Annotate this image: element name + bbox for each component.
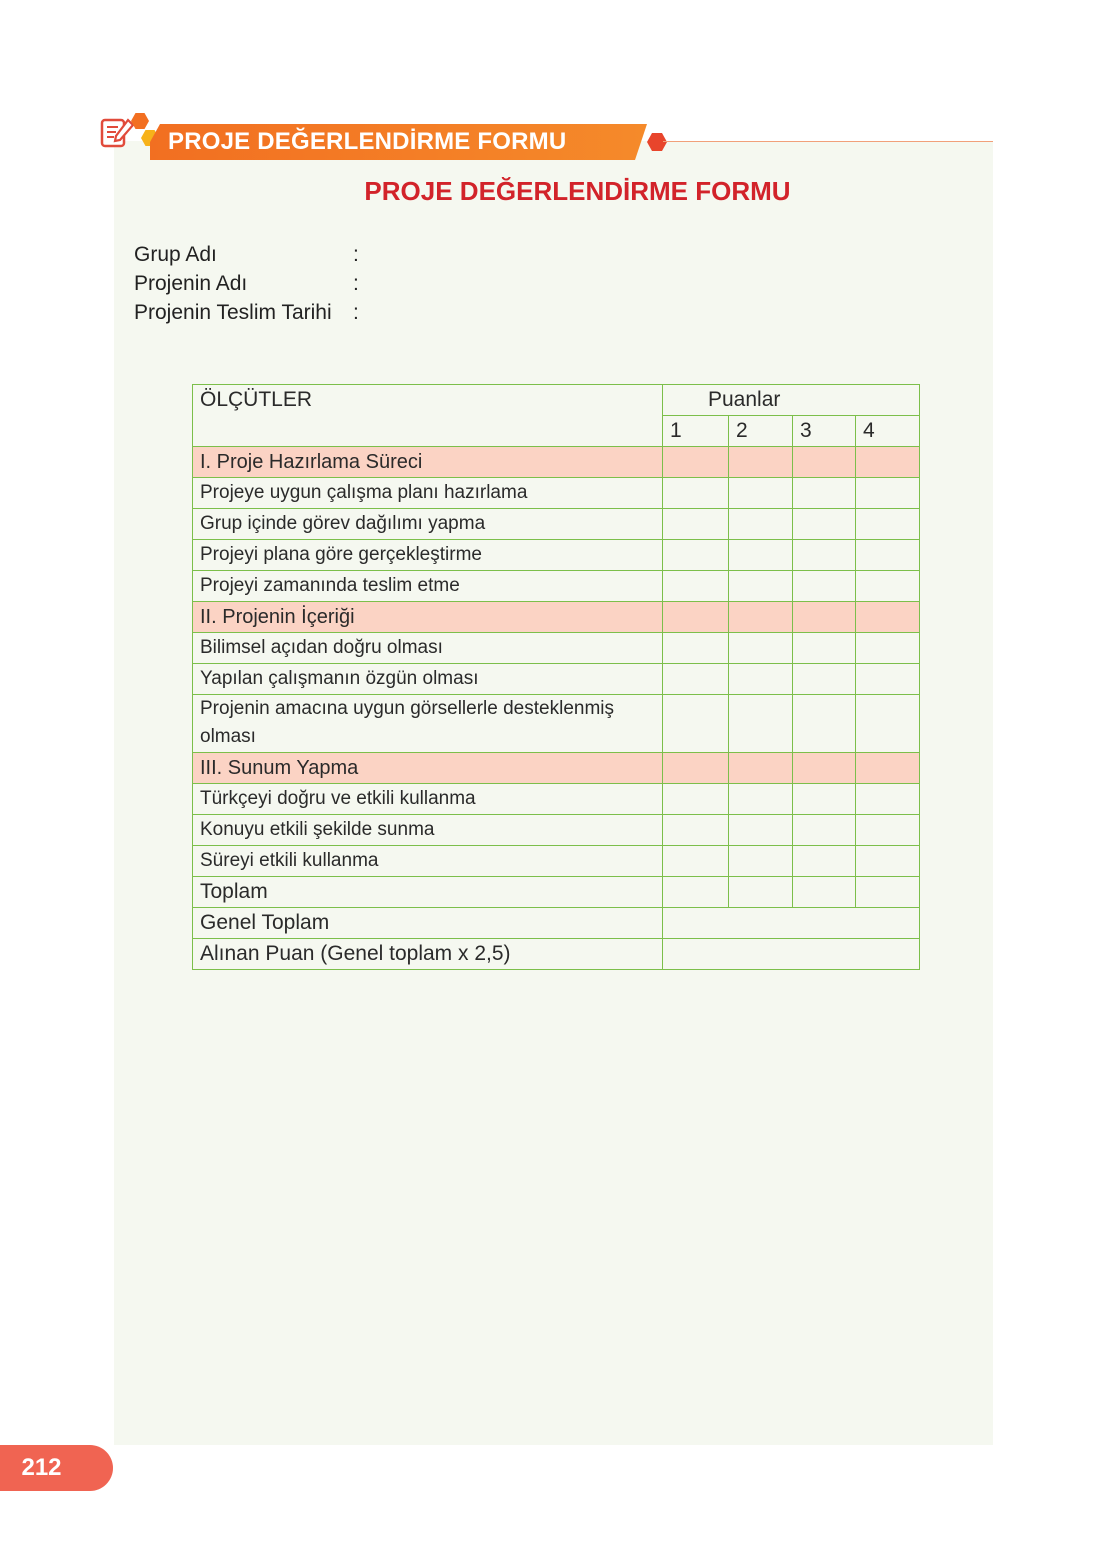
score-cell[interactable] [729, 695, 793, 753]
table-row [193, 571, 920, 602]
criterion-label: Süreyi etkili kullanma [193, 846, 663, 877]
score-cell[interactable] [663, 447, 729, 478]
scores-header: Puanlar [663, 385, 920, 416]
header-rule [663, 141, 993, 142]
score-cell[interactable] [856, 633, 920, 664]
score-cell[interactable] [856, 815, 920, 846]
score-cell[interactable] [729, 540, 793, 571]
table-row [193, 509, 920, 540]
grand-total-row [193, 908, 920, 939]
score-column-3: 3 [793, 416, 856, 447]
page-number: 212 [0, 1445, 113, 1491]
table-row [193, 478, 920, 509]
score-cell[interactable] [856, 509, 920, 540]
total-label: Toplam [193, 877, 663, 908]
grand-total-cell[interactable] [663, 908, 920, 939]
table-row [193, 664, 920, 695]
field-project-name [134, 269, 359, 298]
criterion-label: Projenin amacına uygun görsellerle desteklenmiş olması [193, 695, 663, 753]
score-cell[interactable] [729, 478, 793, 509]
score-cell[interactable] [856, 753, 920, 784]
table-row [193, 540, 920, 571]
score-cell[interactable] [793, 815, 856, 846]
score-cell[interactable] [663, 664, 729, 695]
form-edit-icon [98, 112, 138, 152]
score-cell[interactable] [663, 478, 729, 509]
score-received-cell[interactable] [663, 939, 920, 970]
score-cell[interactable] [856, 846, 920, 877]
criterion-label: Yapılan çalışmanın özgün olması [193, 664, 663, 695]
score-cell[interactable] [793, 753, 856, 784]
field-separator: : [353, 301, 359, 324]
criterion-label: Türkçeyi doğru ve etkili kullanma [193, 784, 663, 815]
field-group-name [134, 240, 359, 269]
score-cell[interactable] [793, 602, 856, 633]
score-cell[interactable] [793, 664, 856, 695]
table-row [193, 784, 920, 815]
score-column-4: 4 [856, 416, 920, 447]
section-row [193, 753, 920, 784]
section-title: I. Proje Hazırlama Süreci [193, 447, 663, 478]
criterion-label: Grup içinde görev dağılımı yapma [193, 509, 663, 540]
grand-total-label: Genel Toplam [193, 908, 663, 939]
score-column-1: 1 [663, 416, 729, 447]
criterion-label: Projeyi plana göre gerçekleştirme [193, 540, 663, 571]
total-row [193, 877, 920, 908]
score-received-row [193, 939, 920, 970]
score-cell[interactable] [663, 784, 729, 815]
form-title: PROJE DEĞERLENDİRME FORMU [364, 176, 791, 206]
score-cell[interactable] [856, 602, 920, 633]
score-cell[interactable] [663, 815, 729, 846]
score-cell[interactable] [729, 602, 793, 633]
score-cell[interactable] [793, 633, 856, 664]
field-separator: : [353, 243, 359, 266]
score-cell[interactable] [729, 877, 793, 908]
score-cell[interactable] [856, 784, 920, 815]
score-cell[interactable] [663, 509, 729, 540]
score-cell[interactable] [793, 571, 856, 602]
score-cell[interactable] [729, 571, 793, 602]
score-cell[interactable] [856, 540, 920, 571]
score-cell[interactable] [856, 877, 920, 908]
section-row [193, 602, 920, 633]
score-cell[interactable] [856, 695, 920, 753]
score-cell[interactable] [663, 602, 729, 633]
score-column-2: 2 [729, 416, 793, 447]
table-row [193, 633, 920, 664]
score-cell[interactable] [793, 877, 856, 908]
evaluation-table [192, 384, 920, 970]
score-cell[interactable] [856, 478, 920, 509]
score-cell[interactable] [663, 877, 729, 908]
score-cell[interactable] [793, 478, 856, 509]
score-cell[interactable] [856, 664, 920, 695]
score-cell[interactable] [663, 695, 729, 753]
field-delivery-date [134, 298, 359, 327]
criterion-label: Projeyi zamanında teslim etme [193, 571, 663, 602]
criterion-label: Konuyu etkili şekilde sunma [193, 815, 663, 846]
section-title: II. Projenin İçeriği [193, 602, 663, 633]
field-label: Projenin Adı [134, 272, 248, 295]
score-cell[interactable] [793, 447, 856, 478]
field-label: Projenin Teslim Tarihi [134, 301, 332, 324]
score-cell[interactable] [729, 784, 793, 815]
score-cell[interactable] [729, 815, 793, 846]
score-cell[interactable] [729, 447, 793, 478]
section-row [193, 447, 920, 478]
section-title: III. Sunum Yapma [193, 753, 663, 784]
table-row [193, 695, 920, 753]
score-cell[interactable] [729, 664, 793, 695]
score-cell[interactable] [793, 509, 856, 540]
form-fields [134, 240, 359, 327]
table-row [193, 846, 920, 877]
score-cell[interactable] [663, 571, 729, 602]
score-cell[interactable] [793, 695, 856, 753]
field-label: Grup Adı [134, 243, 217, 266]
score-received-label: Alınan Puan (Genel toplam x 2,5) [193, 939, 663, 970]
score-cell[interactable] [856, 571, 920, 602]
banner-title: PROJE DEĞERLENDİRME FORMU [168, 128, 567, 155]
score-cell[interactable] [729, 753, 793, 784]
criterion-label: Bilimsel açıdan doğru olması [193, 633, 663, 664]
table-header-row [193, 385, 920, 416]
score-cell[interactable] [663, 846, 729, 877]
score-cell[interactable] [793, 540, 856, 571]
score-cell[interactable] [729, 633, 793, 664]
score-cell[interactable] [663, 540, 729, 571]
score-cell[interactable] [793, 784, 856, 815]
score-cell[interactable] [793, 846, 856, 877]
score-cell[interactable] [729, 509, 793, 540]
table-row [193, 815, 920, 846]
score-cell[interactable] [729, 846, 793, 877]
score-cell[interactable] [663, 633, 729, 664]
criteria-header: ÖLÇÜTLER [193, 385, 663, 447]
score-cell[interactable] [856, 447, 920, 478]
score-cell[interactable] [663, 753, 729, 784]
criterion-label: Projeye uygun çalışma planı hazırlama [193, 478, 663, 509]
field-separator: : [353, 272, 359, 295]
